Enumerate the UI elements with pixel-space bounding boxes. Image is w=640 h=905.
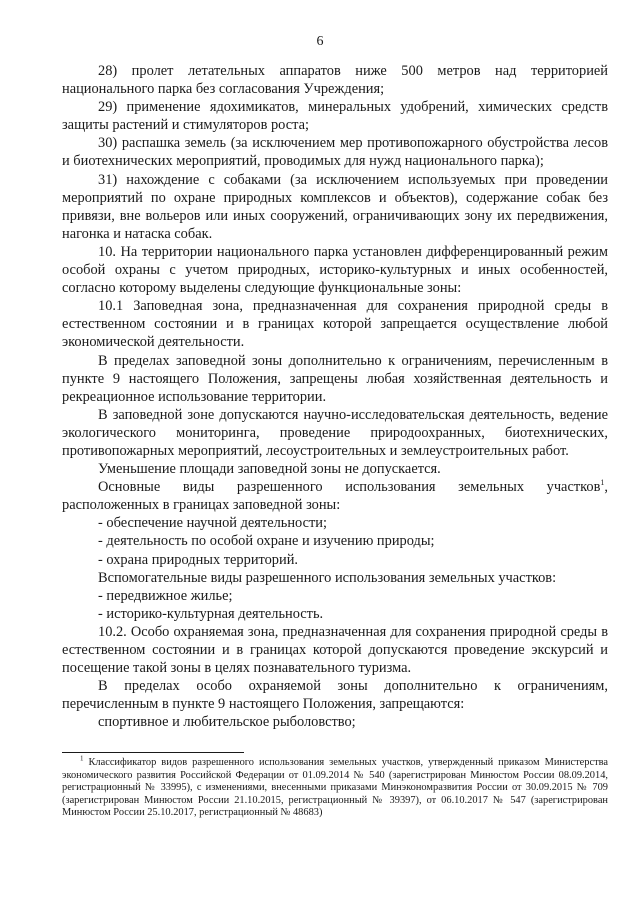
item-30: 30) распашка земель (за исключением мер противопожарного обустройства лесов и биотехнических мероприятий, проводимых для нужд национального парка); — [62, 135, 608, 170]
aux-use-item: - историко-культурная деятельность. — [98, 605, 324, 622]
main-uses-intro-text: Основные виды разрешенного использования земельных участков — [98, 479, 601, 496]
main-use-item: - охрана природных территорий. — [98, 551, 299, 568]
aux-uses-intro: Вспомогательные виды разрешенного использования земельных участков: — [98, 569, 557, 586]
section-10-2: 10.2. Особо охраняемая зона, предназначенная для сохранения природной среды в естественном состоянии и в границах которой допускаются проведение экскурсий и посещение такой зоны в целях познавательного туризма. — [62, 623, 608, 677]
item-31: 31) нахождение с собаками (за исключением используемых при проведении мероприятий по охране природных комплексов и объектов), содержание собак без привязи, вне вольеров или иных сооружений, ограничивающих зону их передвижения, нагонка и натаска собак. — [62, 171, 608, 242]
section-10-1: 10.1 Заповедная зона, предназначенная для сохранения природной среды в естественном состоянии и в границах которой запрещается осуществление любой экономической деятельности. — [62, 298, 608, 351]
reserve-zone-area-note: Уменьшение площади заповедной зоны не допускается. — [98, 461, 441, 478]
protected-zone-item: спортивное и любительское рыболовство; — [98, 714, 356, 731]
footnote-number: 1 — [80, 754, 84, 763]
aux-use-item: - передвижное жилье; — [98, 587, 233, 604]
footnote-separator — [62, 752, 244, 753]
reserve-zone-restrictions: В пределах заповедной зоны дополнительно к ограничениям, перечисленным в пункте 9 настоящего Положения, запрещены любая хозяйственная деятельность и рекреационное использование территории. — [62, 352, 608, 405]
main-use-item: - обеспечение научной деятельности; — [98, 515, 327, 532]
item-28: 28) пролет летательных аппаратов ниже 500 метров над территорией национального парка без согласования Учреждения; — [62, 63, 608, 98]
main-uses-intro-tail: , расположенных в границах заповедной зоны: — [62, 479, 608, 514]
page-number: 6 — [316, 34, 324, 49]
section-10: 10. На территории национального парка установлен дифференцированный режим особой охраны с учетом природных, историко-культурных и иных особенностей, согласно которому выделены следующие функциональные зоны: — [62, 243, 608, 297]
reserve-zone-permitted: В заповедной зоне допускаются научно-исследовательская деятельность, ведение экологического мониторинга, проведение природоохранных, биотехнических, противопожарных мероприятий, лесоустроительных и землеустроительных работ. — [62, 406, 608, 459]
item-29: 29) применение ядохимикатов, минеральных удобрений, химических средств защиты растений и стимуляторов роста; — [62, 99, 608, 134]
footnote — [62, 754, 608, 820]
footnote-reference: 1 — [600, 478, 605, 488]
document-body — [62, 62, 608, 731]
footnote-text: Классификатор видов разрешенного использования земельных участков, утвержденный приказом Министерства экономического развития Российской Федерации от 01.09.2014 № 540 (зарегистрирован Минюстом России 08.09.2014, регистрационный № 33995), с изменениями, внесенными приказами Минэкономразвития России от 30.09.2015 № 709 (зарегистрирован Минюстом России 21.10.2015, регистрационный № 39397), от 06.10.2017 № 547 (зарегистрирован Минюстом России 25.10.2017, регистрационный № 48683) — [62, 757, 608, 819]
main-uses-intro — [62, 478, 608, 514]
protected-zone-restrictions: В пределах особо охраняемой зоны дополнительно к ограничениям, перечисленным в пункте 9 настоящего Положения, запрещаются: — [62, 678, 608, 713]
main-use-item: - деятельность по особой охране и изучению природы; — [98, 533, 435, 550]
